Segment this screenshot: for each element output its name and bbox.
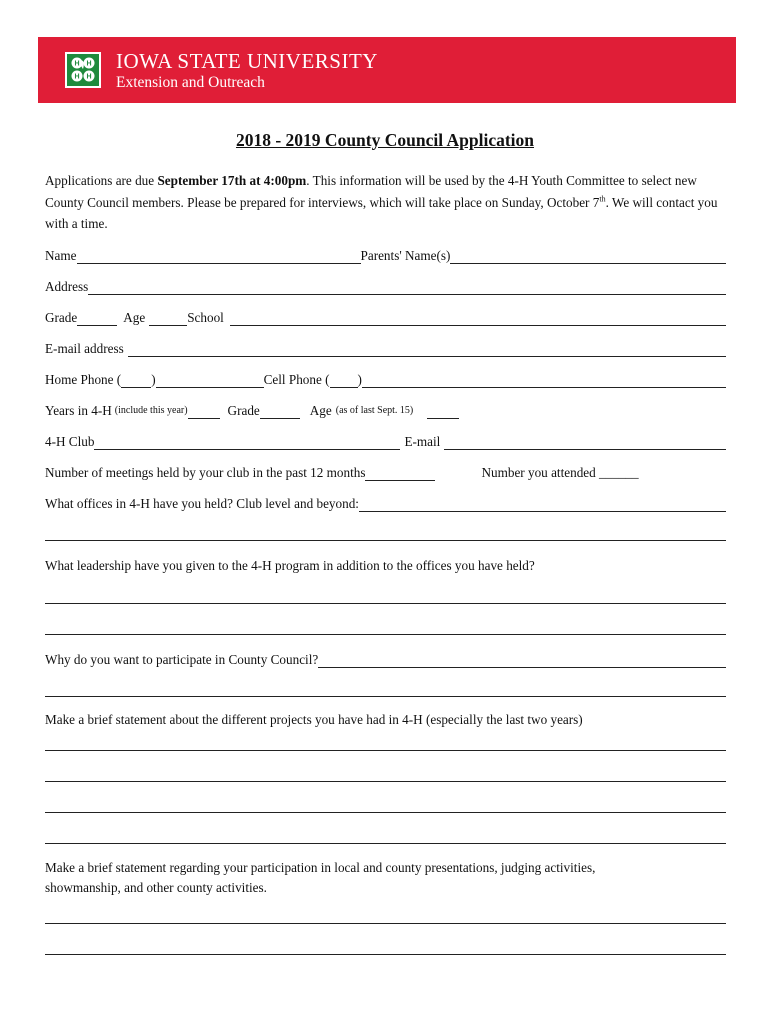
projects-answer-line[interactable] [45, 843, 726, 844]
email-field[interactable] [444, 435, 726, 450]
svg-text:H: H [74, 73, 80, 81]
number-attended-label: Number you attended ______ [481, 465, 639, 480]
cell-phone-field[interactable] [362, 373, 726, 388]
address-field[interactable] [88, 280, 726, 295]
brand-name: IOWA STATE UNIVERSITY [116, 49, 378, 73]
four-h-clover-icon [65, 52, 101, 88]
header-banner [38, 37, 736, 103]
name-label: Name [45, 248, 77, 263]
address-row [45, 275, 726, 295]
parents-name-label: Parents' Name(s) [360, 248, 451, 263]
brand-subtitle: Extension and Outreach [116, 74, 265, 91]
meetings-held-field[interactable] [365, 466, 435, 481]
due-date: September 17th at 4:00pm [157, 173, 307, 188]
grade2-field[interactable] [260, 404, 300, 419]
years-field[interactable] [188, 404, 220, 419]
include-this-year-note: (include this year) [114, 405, 188, 416]
email-address-label: E-mail address [45, 341, 124, 356]
leadership-question: What leadership have you given to the 4-H program in addition to the offices you have held? [45, 558, 535, 573]
svg-text:H: H [86, 73, 92, 81]
email-address-field[interactable] [128, 342, 726, 357]
home-phone-field[interactable] [156, 373, 264, 388]
offices-answer-line[interactable] [45, 540, 726, 541]
address-label: Address [45, 279, 89, 294]
age2-label: Age [309, 403, 332, 418]
intro-paragraph: Applications are due September 17th at 4:00pm. This information will be used by the 4-H Youth Committee to select new County Council members. Please be prepared for interviews, which will take place on Sunday, October 7th. We will contact you with a time. [45, 173, 718, 231]
why-field[interactable] [318, 653, 726, 668]
age-field[interactable] [149, 311, 187, 326]
leadership-answer-line[interactable] [45, 634, 726, 635]
club-email-row [45, 430, 726, 450]
grade-age-school-row [45, 306, 726, 326]
parents-name-field[interactable] [450, 249, 726, 264]
offices-field[interactable] [359, 497, 726, 512]
grade-label: Grade [45, 310, 78, 325]
home-phone-paren: ) [151, 372, 156, 387]
participation-answer-line[interactable] [45, 923, 726, 924]
participation-question: Make a brief statement regarding your participation in local and county presentations, judging activities, showmanship, and other county activities. [45, 860, 596, 895]
home-phone-label: Home Phone ( [45, 372, 122, 387]
meetings-held-label: Number of meetings held by your club in the past 12 months [45, 465, 366, 480]
cell-phone-label: Cell Phone ( [263, 372, 330, 387]
offices-row [45, 492, 726, 512]
age2-field[interactable] [427, 404, 459, 419]
grade-field[interactable] [77, 311, 117, 326]
age-label: Age [123, 310, 146, 325]
home-phone-area-code[interactable] [121, 373, 151, 388]
club-label: 4-H Club [45, 434, 95, 449]
why-row [45, 648, 726, 668]
svg-text:H: H [74, 60, 80, 68]
school-label: School [187, 310, 224, 325]
offices-question: What offices in 4-H have you held? Club level and beyond: [45, 496, 359, 511]
club-field[interactable] [94, 435, 400, 450]
name-field[interactable] [77, 249, 361, 264]
years-in-4h-label: Years in 4-H [45, 403, 112, 418]
school-field[interactable] [230, 311, 726, 326]
cell-phone-paren: ) [357, 372, 362, 387]
name-row [45, 244, 726, 264]
why-question: Why do you want to participate in County Council? [45, 652, 319, 667]
email-address-row [45, 337, 726, 357]
grade2-label: Grade [227, 403, 260, 418]
page-title: 2018 - 2019 County Council Application [235, 130, 535, 150]
leadership-answer-line[interactable] [45, 603, 726, 604]
projects-answer-line[interactable] [45, 750, 726, 751]
phone-row [45, 368, 726, 388]
projects-question: Make a brief statement about the different projects you have had in 4-H (especially the last two years) [45, 712, 583, 727]
meetings-row [45, 461, 726, 481]
email-label: E-mail [404, 434, 441, 449]
svg-text:H: H [86, 60, 92, 68]
years-grade-age-row [45, 399, 726, 419]
as-of-note: (as of last Sept. 15) [335, 405, 414, 416]
projects-answer-line[interactable] [45, 812, 726, 813]
cell-phone-area-code[interactable] [330, 373, 358, 388]
why-answer-line[interactable] [45, 696, 726, 697]
projects-answer-line[interactable] [45, 781, 726, 782]
participation-answer-line[interactable] [45, 954, 726, 955]
